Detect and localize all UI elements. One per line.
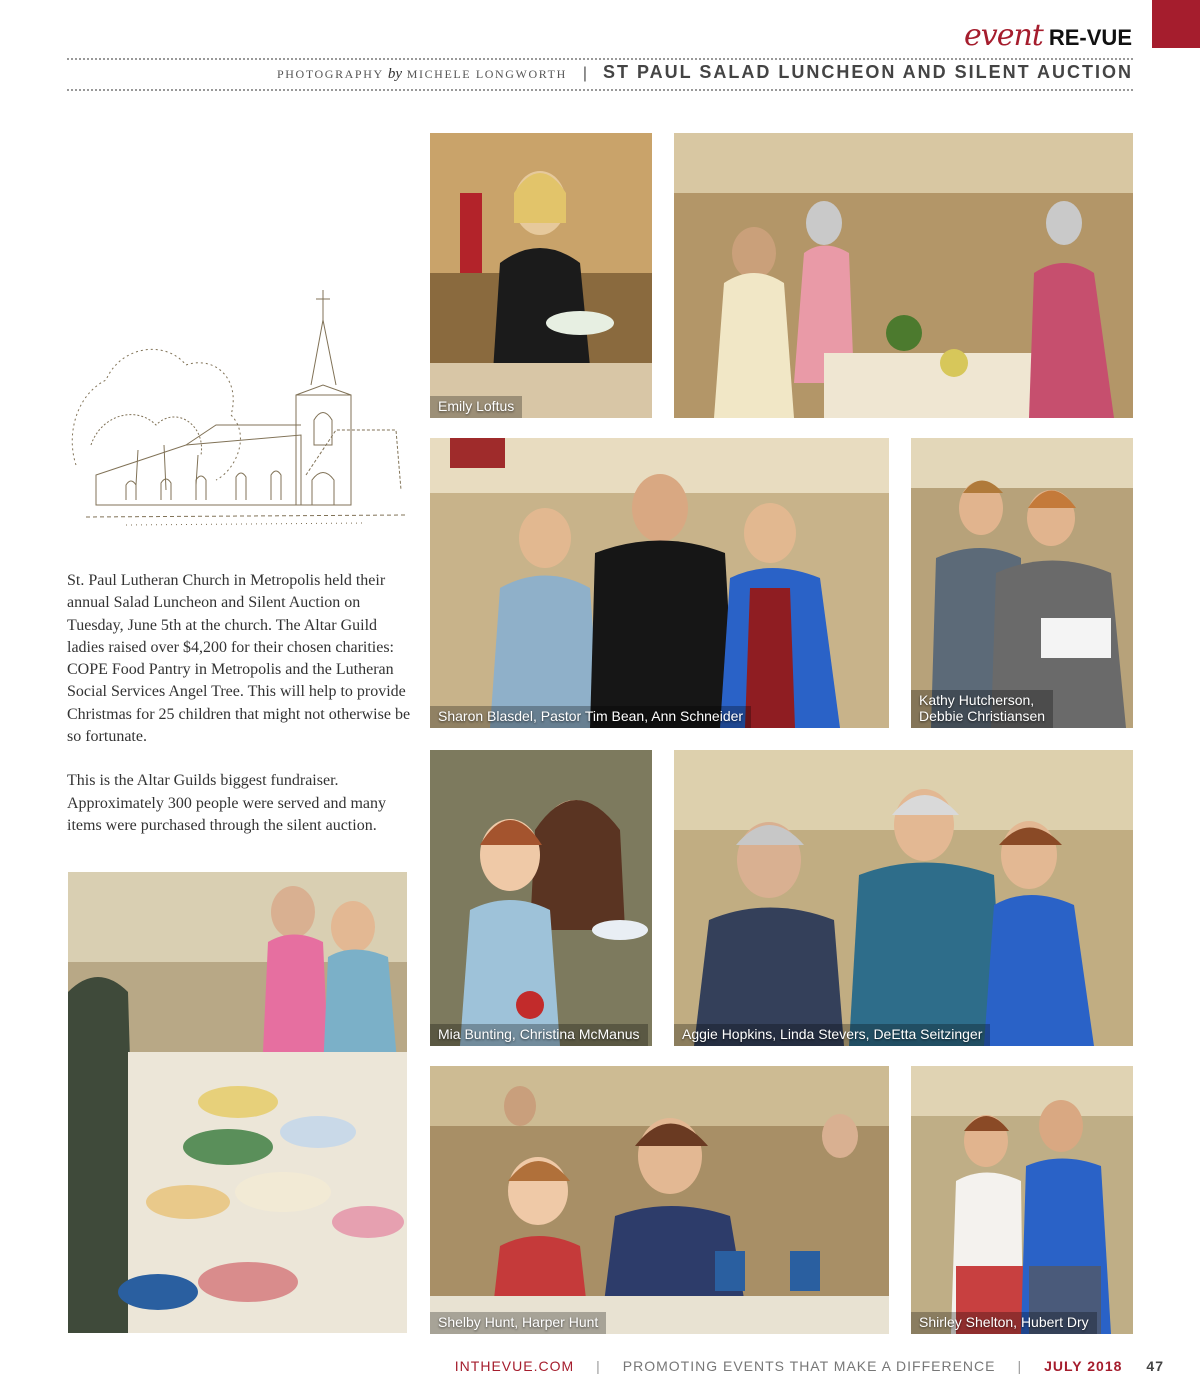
photo-caption: Sharon Blasdel, Pastor Tim Bean, Ann Schneider (430, 706, 751, 728)
header-separator: | (582, 65, 587, 82)
photo-image (430, 1066, 889, 1334)
footer-separator: | (1017, 1358, 1023, 1374)
photo-emily-loftus (430, 133, 652, 418)
photo-caption: Emily Loftus (430, 396, 522, 418)
photo-shelby-harper-hunt (430, 1066, 889, 1334)
footer-site: INTHEVUE.COM (454, 1358, 575, 1374)
photo-caption: Shelby Hunt, Harper Hunt (430, 1312, 606, 1334)
photo-image (430, 438, 889, 728)
photo-image (674, 750, 1133, 1046)
photo-image (911, 1066, 1133, 1334)
header-divider-top (67, 58, 1133, 60)
photo-image (674, 133, 1133, 418)
article-paragraph-1: St. Paul Lutheran Church in Metropolis held their annual Salad Luncheon and Silent Auction on Tuesday, June 5th at the church. The Altar Guild ladies raised over $4,200 for their chosen charities: COPE Food Pantry in Metropolis and the Lutheran Social Services Angel Tree. This will help to provide Christmas for 25 children that might not otherwise be so fortunate. (67, 572, 411, 746)
photo-image (68, 872, 407, 1333)
photo-bunting-mcmanus (430, 750, 652, 1046)
photo-caption: Kathy Hutcherson, Debbie Christiansen (911, 690, 1053, 728)
section-brand (964, 18, 1132, 53)
photo-credit: PHOTOGRAPHY by MICHELE LONGWORTH (277, 66, 567, 82)
photo-salad-table (68, 872, 407, 1333)
page-number: 47 (1146, 1358, 1164, 1374)
church-sketch-illustration (66, 285, 406, 550)
brand-script-word: event (964, 18, 1043, 53)
brand-bold-word: RE-VUE (1048, 25, 1132, 50)
photo-caption: Aggie Hopkins, Linda Stevers, DeEtta Seitzinger (674, 1024, 990, 1046)
photo-blasdel-bean-schneider (430, 438, 889, 728)
footer-separator: | (596, 1358, 601, 1374)
photo-image (430, 133, 652, 418)
header-divider-bottom (67, 89, 1133, 91)
photo-buffet-line (674, 133, 1133, 418)
article-paragraph-2: This is the Altar Guilds biggest fundraiser. Approximately 300 people were served and many items were purchased through the silent auction. (67, 772, 387, 834)
photo-image (911, 438, 1133, 728)
footer-date: JULY 2018 (1044, 1358, 1123, 1374)
header-credit-row (67, 62, 1133, 86)
photo-hopkins-stevers-seitzinger (674, 750, 1133, 1046)
photo-shelton-dry (911, 1066, 1133, 1334)
photo-caption: Shirley Shelton, Hubert Dry (911, 1312, 1097, 1334)
page-footer (0, 1358, 1164, 1374)
photo-image (430, 750, 652, 1046)
red-corner-tab (1152, 0, 1200, 48)
photo-caption: Mia Bunting, Christina McManus (430, 1024, 648, 1046)
article-body (67, 570, 412, 859)
footer-tagline: PROMOTING EVENTS THAT MAKE A DIFFERENCE (622, 1358, 996, 1374)
event-title: ST PAUL SALAD LUNCHEON AND SILENT AUCTION (603, 62, 1133, 82)
photo-hutcherson-christiansen (911, 438, 1133, 728)
